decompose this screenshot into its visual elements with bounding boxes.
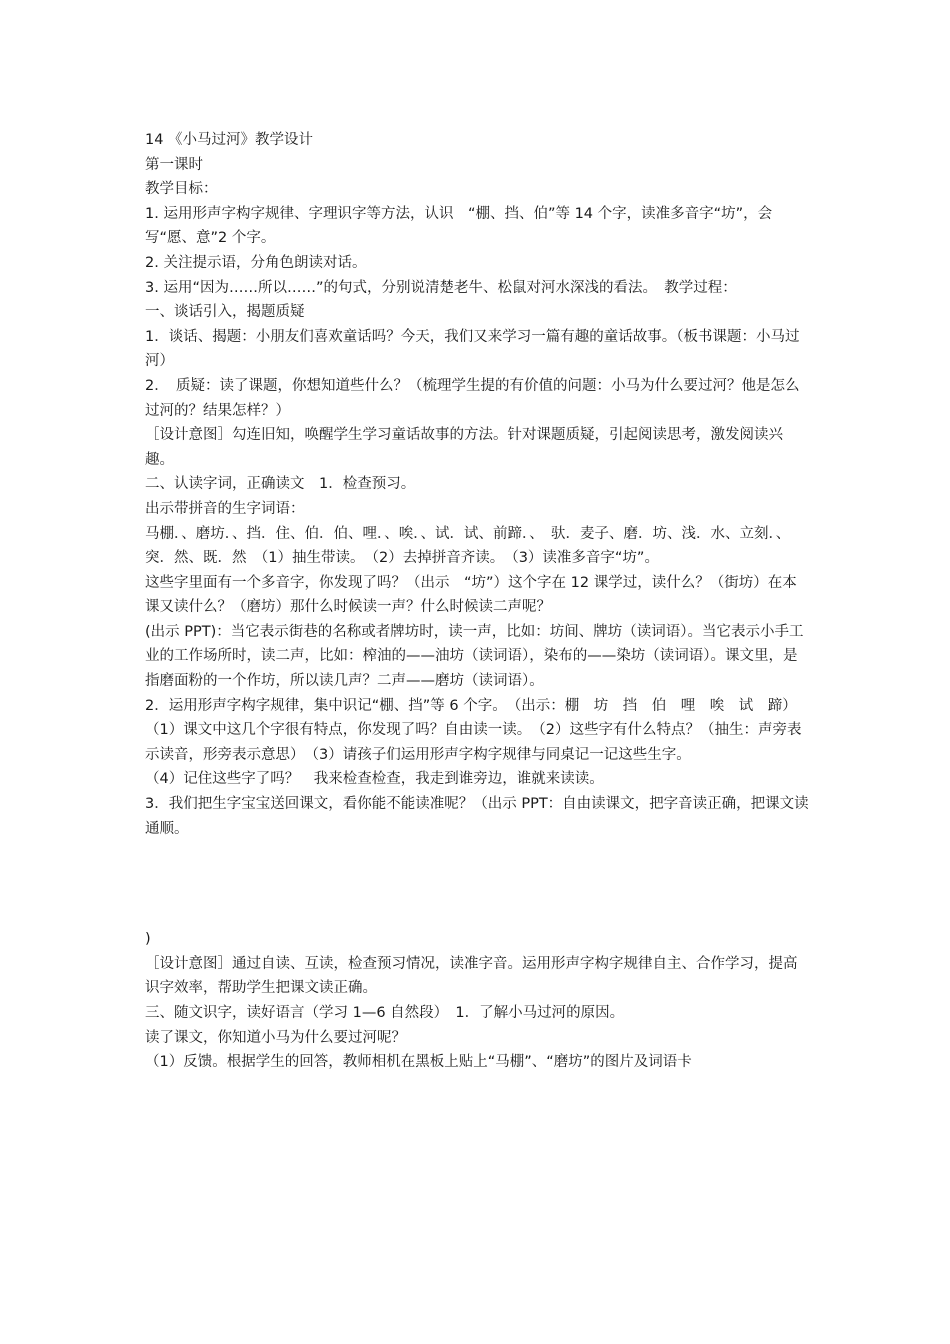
document-body — [145, 128, 810, 1075]
design-intent-note: ［设计意图］勾连旧知，唤醒学生学习童话故事的方法。针对课题质疑，引起阅读思考，激发阅读兴趣。 — [145, 427, 783, 468]
paragraph: 出示带拼音的生字词语： — [145, 500, 305, 517]
vocabulary-list: 马棚．、磨坊．、挡．住、伯．伯、哩．、唉．、试．试、前蹄．、 驮．麦子、磨．坊、浅．水、立刻．、突．然、既．然 （1）抽生带读。 （2）去掉拼音齐读。 （3）读准多音字“坊”。 — [145, 525, 791, 567]
section-heading: 一、谈话引入，揭题质疑 — [145, 304, 305, 321]
paragraph: （1）反馈。根据学生的回答，教师相机在黑板上贴上“马棚”、“磨坊”的图片及词语卡 — [145, 1054, 692, 1071]
paragraph: 读了课文，你知道小马为什么要过河呢？ — [145, 1029, 406, 1046]
paragraph: 2. 关注提示语，分角色朗读对话。 — [145, 254, 367, 271]
design-intent-note: ［设计意图］通过自读、互读，检查预习情况，读准字音。运用形声字构字规律自主、合作学习，提高识字效率，帮助学生把课文读正确。 — [145, 955, 798, 997]
paragraph: 2．运用形声字构字规律，集中识记“棚、挡”等 6 个字。 （出示：棚 坊 挡 伯 哩 唉 试 蹄） — [145, 697, 797, 714]
paragraph: 3．我们把生字宝宝送回课文，看你能不能读准呢？（出示 PPT：自由读课文，把字音读正确，把课文读通顺。 — [145, 796, 809, 837]
blank-space — [145, 841, 810, 927]
paragraph: （1）课文中这几个字很有特点，你发现了吗？自由读一读。 （2）这些字有什么特点？（抽生：声旁表示读音，形旁表示意思） （3）请孩子们运用形声字构字规律与同桌记一记这些生字。 — [145, 722, 802, 763]
section-heading: 三、随文识字，读好语言（学习 1—6 自然段） 1．了解小马过河的原因。 — [145, 1005, 625, 1021]
closing-parenthesis: ) — [145, 931, 151, 948]
document-title: 14 《小马过河》教学设计 — [145, 132, 314, 148]
paragraph: 2． 质疑：读了课题，你想知道些什么？（梳理学生提的有价值的问题：小马为什么要过河？他是怎么过河的？结果怎样？） — [145, 377, 800, 419]
section-heading: 二、认读字词，正确读文 1．检查预习。 — [145, 476, 416, 493]
lesson-label: 第一课时 — [145, 156, 203, 173]
paragraph: 这些字里面有一个多音字，你发现了吗？（出示 “坊”）这个字在 12 课学过，读什么？（街坊）在本课又读什么？（磨坊）那什么时候读一声？什么时候读二声呢？ — [145, 574, 797, 616]
paragraph: 1. 运用形声字构字规律、字理识字等方法，认识 “棚、挡、伯”等 14 个字，读准多音字“坊”，会写“愿、意”2 个字。 — [145, 205, 773, 247]
paragraph: 1．谈话、揭题：小朋友们喜欢童话吗？今天，我们又来学习一篇有趣的童话故事。（板书课题：小马过河） — [145, 328, 800, 370]
paragraph: (出示 PPT)：当它表示街巷的名称或者牌坊时，读一声，比如：坊间、牌坊（读词语）。当它表示小手工业的工作场所时，读二声，比如：榨油的——油坊（读词语），染布的——染坊（读词语）。课文里，是指磨面粉的一个作坊，所以读几声？二声——磨坊（读词语）。 — [145, 623, 804, 690]
paragraph: （4）记住这些字了吗？ 我来检查检查，我走到谁旁边，谁就来读读。 — [145, 771, 604, 788]
paragraph: 教学目标： — [145, 181, 218, 198]
paragraph: 3. 运用“因为……所以……”的句式，分别说清楚老牛、松鼠对河水深浅的看法。 教学过程： — [145, 279, 737, 296]
